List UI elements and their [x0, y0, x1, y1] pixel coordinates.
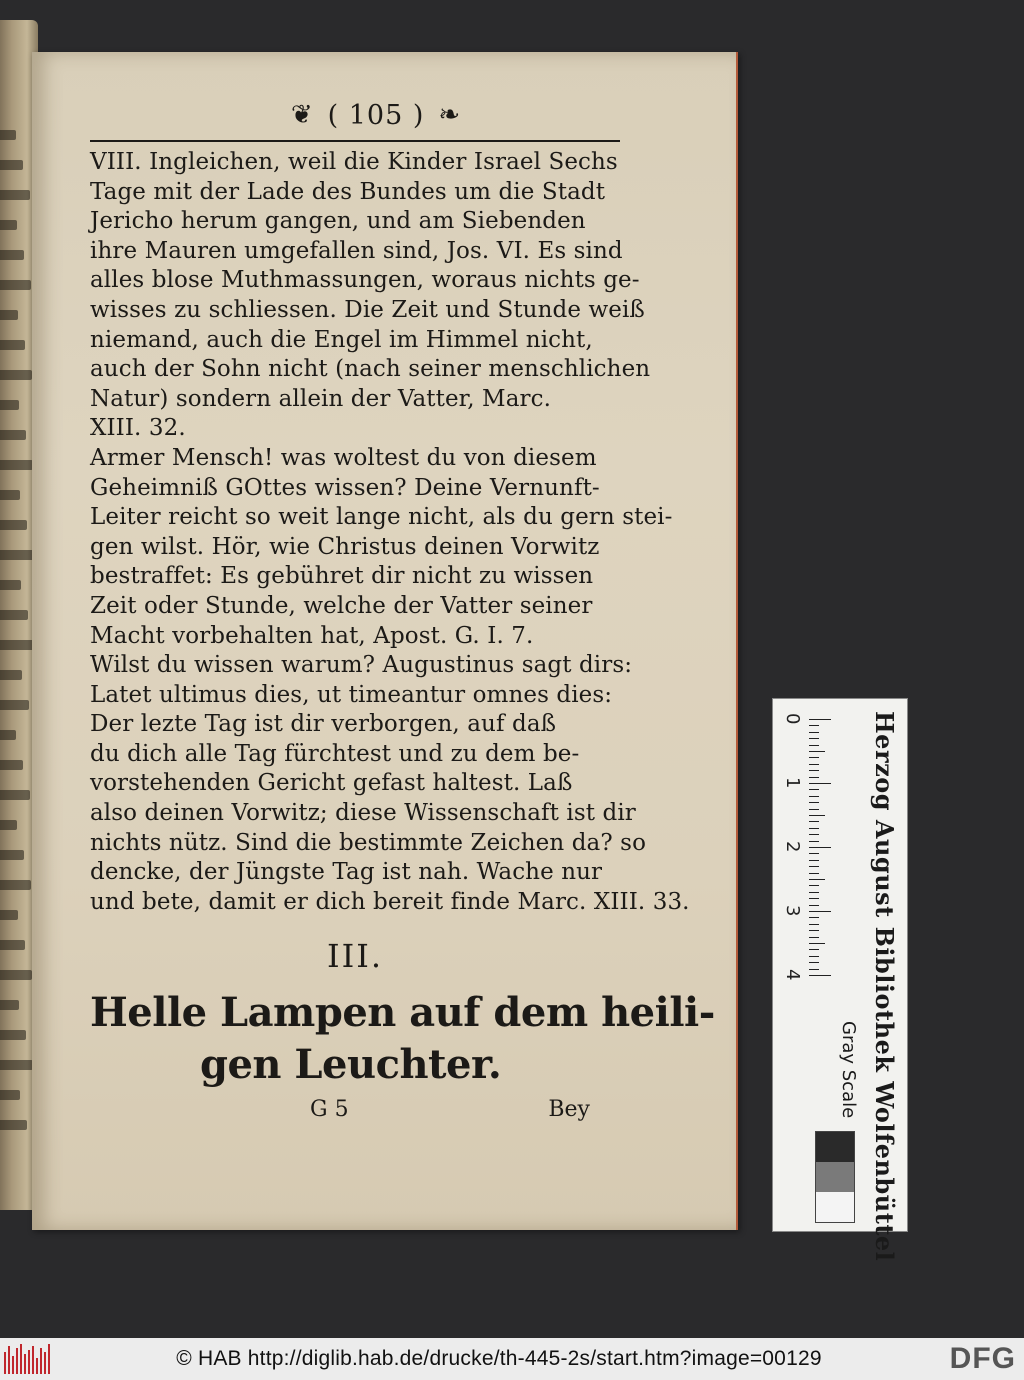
section-title-line-1: Helle Lampen auf dem heili- [90, 989, 715, 1037]
prev-page-text-fragment [0, 940, 25, 950]
prev-page-text-fragment [0, 460, 33, 470]
ruler-tick [809, 745, 819, 746]
ruler-tick [809, 796, 819, 797]
barcode-bar [48, 1344, 50, 1374]
prev-page-text-fragment [0, 550, 34, 560]
barcode-bar [40, 1348, 42, 1374]
ruler-tick [809, 911, 831, 912]
text-line: Leiter reicht so weit lange nicht, als du gern stei- [90, 504, 673, 531]
ruler-tick [809, 949, 819, 950]
copyright-link[interactable]: © HAB http://diglib.hab.de/drucke/th-445-2s/start.htm?image=00129 [176, 1347, 822, 1370]
ruler-tick [809, 802, 819, 803]
ruler-tick [809, 732, 819, 733]
prev-page-text-fragment [0, 970, 32, 980]
barcode-bar [4, 1352, 6, 1374]
prev-page-text-fragment [0, 850, 24, 860]
prev-page-text-fragment [0, 790, 30, 800]
text-line: ihre Mauren umgefallen sind, Jos. VI. Es sind [90, 237, 623, 264]
prev-page-text-fragment [0, 880, 31, 890]
barcode-bar [8, 1346, 10, 1374]
barcode-bar [24, 1354, 26, 1374]
left-ornament-icon: ❦ [290, 100, 314, 130]
prev-page-text-fragment [0, 340, 25, 350]
prev-page-text-fragment [0, 1000, 19, 1010]
gray-scale-label: Gray Scale [838, 1021, 859, 1119]
prev-page-text-fragment [0, 910, 18, 920]
barcode-bar [36, 1358, 38, 1374]
barcode-bar [32, 1346, 34, 1374]
gray-swatch [816, 1192, 854, 1222]
ruler-tick [809, 975, 831, 976]
prev-page-text-fragment [0, 1060, 33, 1070]
barcode-bar [16, 1348, 18, 1374]
prev-page-text-fragment [0, 250, 24, 260]
barcode-bar [20, 1344, 22, 1374]
ruler-tick [809, 892, 819, 893]
page-number: ( 105 ) [327, 99, 425, 131]
ruler-tick [809, 809, 819, 810]
ruler-tick [809, 873, 819, 874]
ruler-tick [809, 937, 819, 938]
text-line: alles blose Muthmassungen, woraus nichts ge- [90, 267, 640, 294]
ruler-tick [809, 905, 819, 906]
prev-page-text-fragment [0, 370, 32, 380]
ruler-tick [809, 834, 819, 835]
ruler [781, 713, 827, 1013]
text-line: Der lezte Tag ist dir verborgen, auf daß [90, 711, 557, 738]
library-name: Herzog August Bibliothek Wolfenbüttel [870, 711, 899, 1262]
text-line: auch der Sohn nicht (nach seiner menschlichen [90, 356, 651, 383]
ruler-tick [809, 885, 819, 886]
right-ornament-icon: ❧ [438, 100, 462, 130]
text-line: Macht vorbehalten hat, Apost. G. I. 7. [90, 622, 534, 649]
text-line: wisses zu schliessen. Die Zeit und Stunde weiß [90, 296, 645, 323]
prev-page-text-fragment [0, 130, 16, 140]
ruler-tick [809, 815, 825, 816]
text-line: XIII. 32. [90, 415, 186, 442]
section-number: III. [326, 937, 384, 976]
text-line: nichts nütz. Sind die bestimmte Zeichen da? so [90, 829, 647, 856]
prev-page-text-fragment [0, 1120, 27, 1130]
ruler-tick [809, 969, 819, 970]
ruler-tick [809, 764, 819, 765]
book-page [32, 52, 738, 1230]
text-line: Jericho herum gangen, und am Siebenden [90, 208, 586, 235]
section-title-line-2: gen Leuchter. [200, 1041, 502, 1089]
text-line: bestraffet: Es gebühret dir nicht zu wissen [90, 563, 594, 590]
text-line: Wilst du wissen warum? Augustinus sagt dirs: [90, 652, 633, 679]
prev-page-text-fragment [0, 580, 21, 590]
text-line: Zeit oder Stunde, welche der Vatter seiner [90, 592, 593, 619]
ruler-tick [809, 821, 819, 822]
ruler-tick [809, 828, 819, 829]
hab-barcode-icon [4, 1344, 64, 1374]
body-text [90, 148, 690, 917]
text-line: dencke, der Jüngste Tag ist nah. Wache nur [90, 859, 603, 886]
prev-page-text-fragment [0, 1090, 20, 1100]
prev-page-text-fragment [0, 670, 22, 680]
ruler-tick [809, 853, 819, 854]
ruler-tick [809, 943, 825, 944]
ruler-tick [809, 898, 819, 899]
ruler-tick [809, 841, 819, 842]
text-line: du dich alle Tag fürchtest und zu dem be- [90, 740, 580, 767]
ruler-tick [809, 757, 819, 758]
prev-page-text-fragment [0, 640, 35, 650]
prev-page-text-fragment [0, 1030, 26, 1040]
ruler-number: 3 [782, 905, 803, 917]
text-line: gen wilst. Hör, wie Christus deinen Vorwitz [90, 533, 600, 560]
text-line: Geheimniß GOttes wissen? Deine Vernunft- [90, 474, 600, 501]
prev-page-text-fragment [0, 520, 27, 530]
ruler-tick [809, 725, 819, 726]
text-line: VIII. Ingleichen, weil die Kinder Israel Sechs [90, 149, 618, 175]
prev-page-text-fragment [0, 610, 28, 620]
ruler-tick [809, 719, 831, 720]
prev-page-text-fragment [0, 220, 17, 230]
ruler-tick [809, 751, 825, 752]
text-line: und bete, damit er dich bereit finde Marc. XIII. 33. [90, 888, 690, 915]
page-footer [90, 1097, 590, 1122]
prev-page-text-fragment [0, 400, 19, 410]
prev-page-text-fragment [0, 280, 31, 290]
ruler-tick [809, 866, 819, 867]
ruler-tick [809, 860, 819, 861]
text-line: niemand, auch die Engel im Himmel nicht, [90, 326, 593, 353]
ruler-tick [809, 770, 819, 771]
text-line: Latet ultimus dies, ut timeantur omnes dies: [90, 681, 613, 708]
ruler-tick [809, 777, 819, 778]
signature-mark: G 5 [310, 1097, 349, 1123]
ruler-tick [809, 847, 831, 848]
ruler-tick [809, 738, 819, 739]
prev-page-text-fragment [0, 730, 16, 740]
ruler-number: 1 [782, 777, 803, 789]
gray-swatch [816, 1132, 854, 1162]
prev-page-text-fragment [0, 310, 18, 320]
catchword: Bey [548, 1097, 590, 1123]
color-scale-card [772, 698, 908, 1262]
prev-page-text-fragment [0, 820, 17, 830]
ruler-tick [809, 924, 819, 925]
dfg-logo: DFG [949, 1342, 1016, 1375]
text-line: Tage mit der Lade des Bundes um die Stadt [90, 178, 606, 205]
text-line: Natur) sondern allein der Vatter, Marc. [90, 385, 551, 412]
ruler-tick [809, 783, 831, 784]
barcode-bar [44, 1352, 46, 1374]
ruler-number: 2 [782, 841, 803, 853]
text-line: also deinen Vorwitz; diese Wissenschaft ist dir [90, 800, 636, 827]
ruler-tick [809, 930, 819, 931]
ruler-tick [809, 956, 819, 957]
ruler-tick [809, 917, 819, 918]
gray-swatches [815, 1131, 855, 1223]
prev-page-text-fragment [0, 190, 30, 200]
footer-bar [0, 1338, 1024, 1380]
ruler-number: 0 [782, 713, 803, 725]
ruler-tick [809, 789, 819, 790]
prev-page-text-fragment [0, 700, 29, 710]
running-header [90, 92, 662, 138]
text-line: vorstehenden Gericht gefast haltest. Laß [90, 770, 573, 797]
prev-page-text-fragment [0, 760, 23, 770]
ruler-number: 4 [782, 969, 803, 981]
text-line: Armer Mensch! was woltest du von diesem [90, 444, 597, 471]
barcode-bar [28, 1350, 30, 1374]
page-text-block [90, 92, 715, 1123]
gray-swatch [816, 1162, 854, 1192]
ruler-tick [809, 962, 819, 963]
prev-page-text-fragment [0, 160, 23, 170]
ruler-tick [809, 879, 825, 880]
prev-page-text-fragment [0, 490, 20, 500]
header-rule [90, 140, 620, 142]
prev-page-text-fragment [0, 430, 26, 440]
barcode-bar [12, 1356, 14, 1374]
